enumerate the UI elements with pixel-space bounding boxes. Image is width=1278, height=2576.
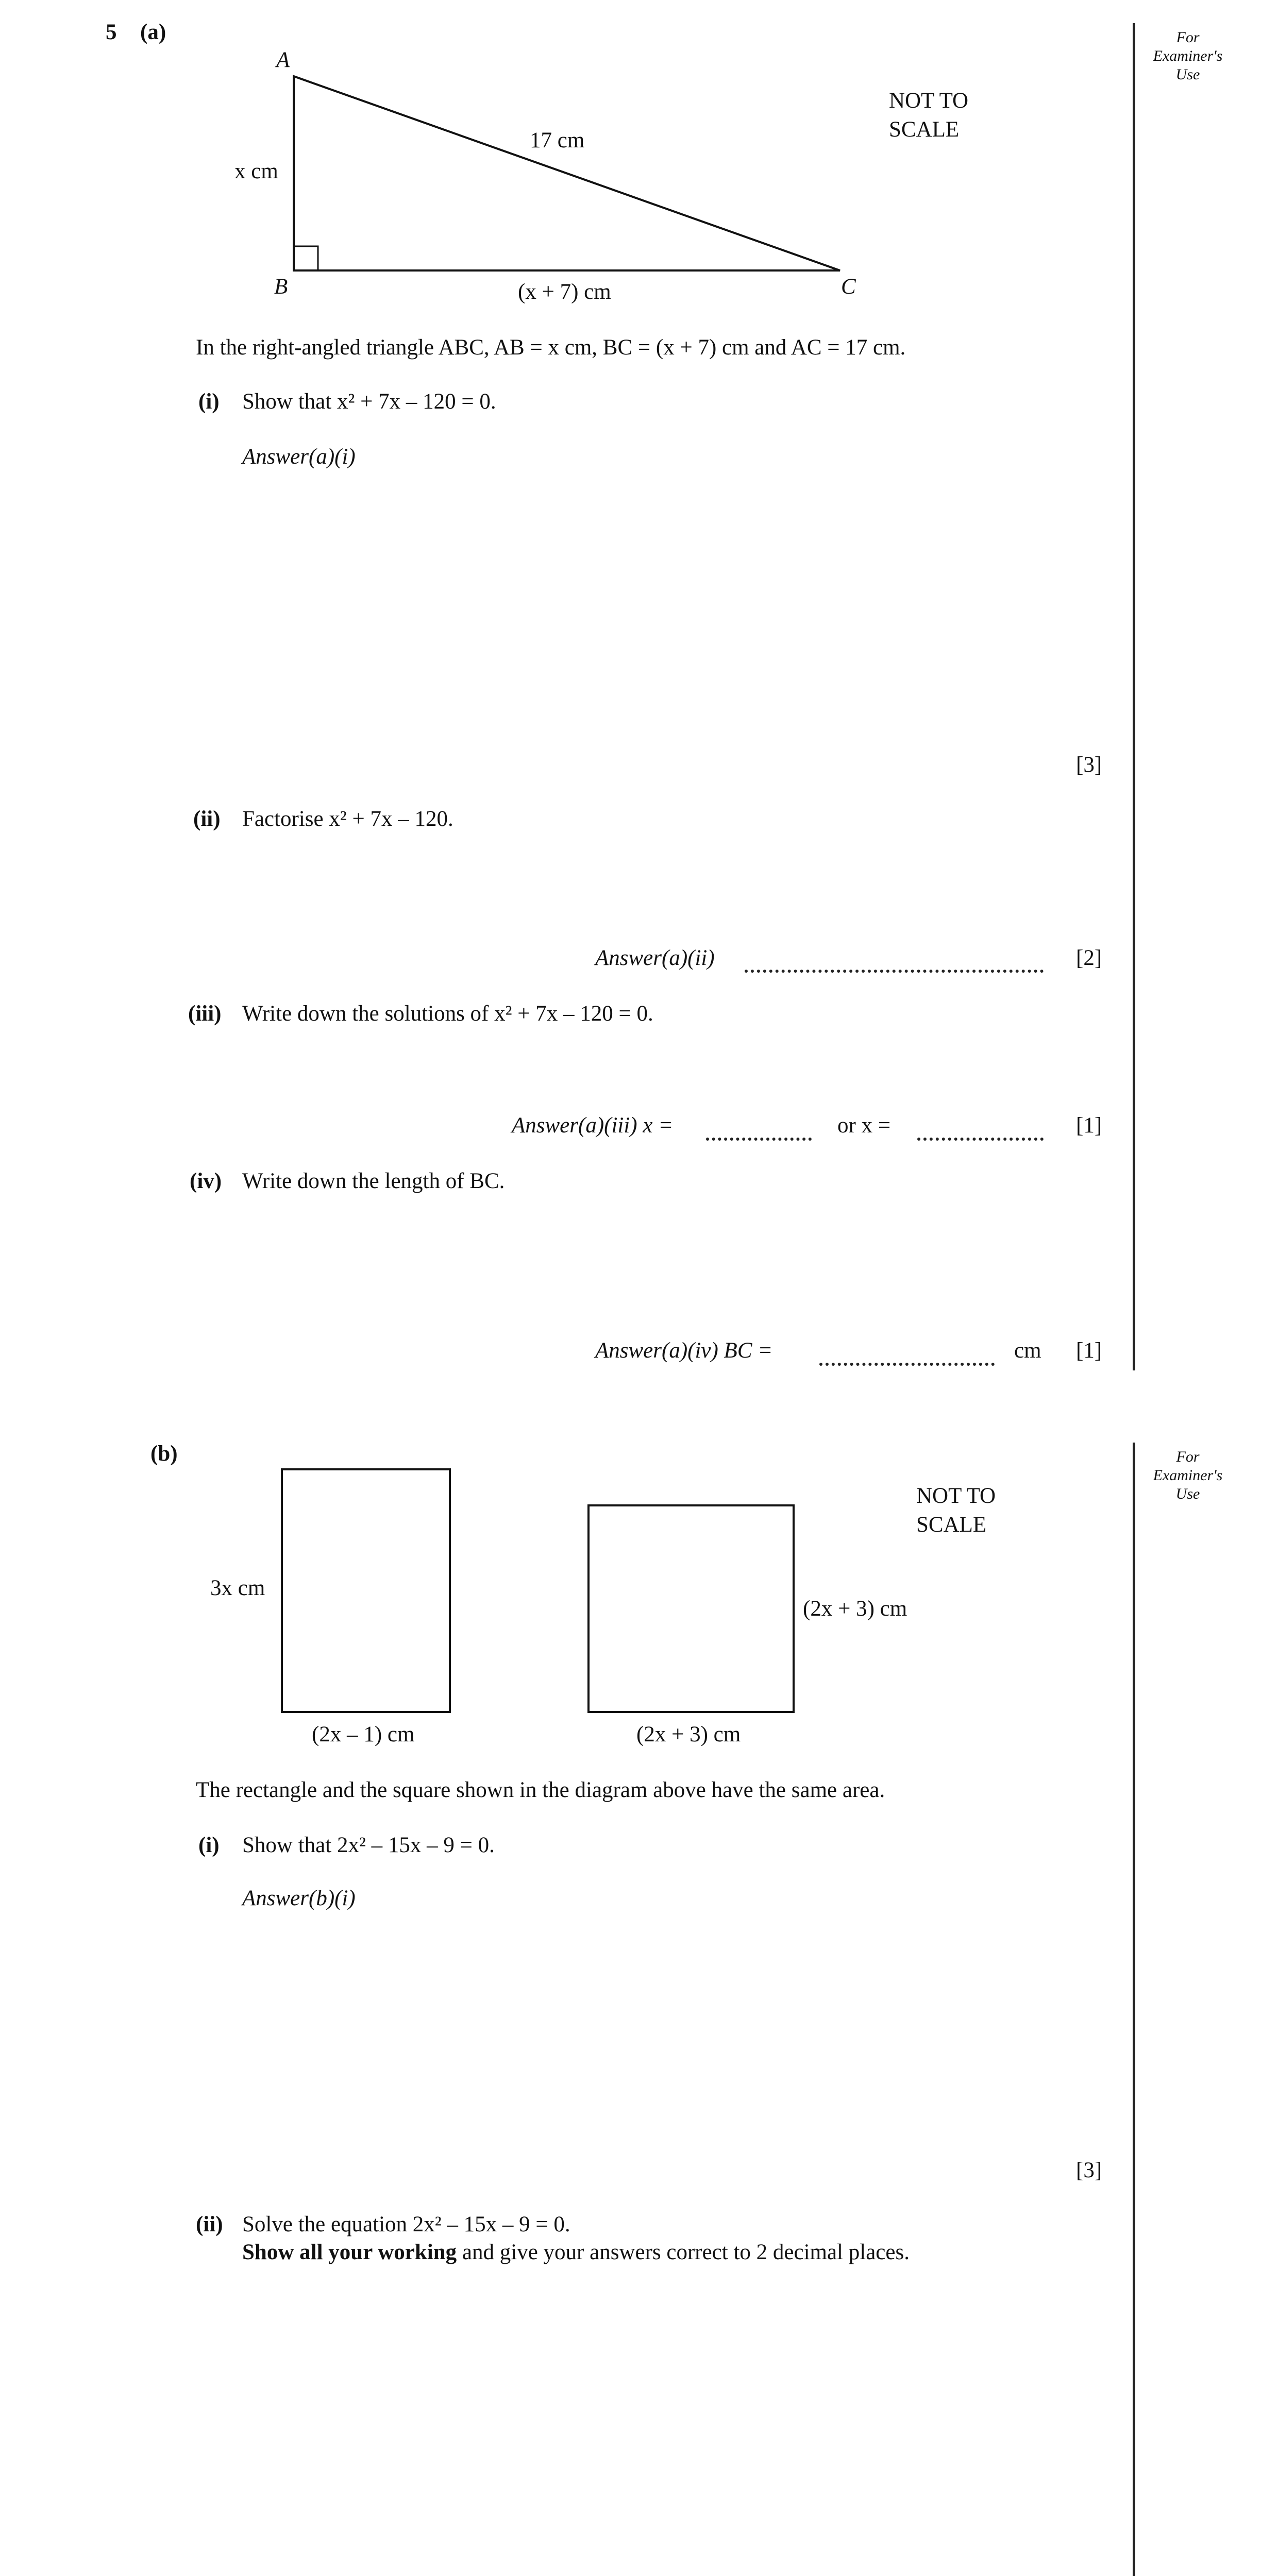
part-a-ii-answer-line[interactable] bbox=[745, 954, 1044, 973]
part-a-iii-answer-line-2[interactable] bbox=[917, 1122, 1044, 1141]
part-a-iv-number: (iv) bbox=[190, 1169, 222, 1193]
part-a-iii-answer-label: Answer(a)(iii) x = bbox=[512, 1113, 674, 1138]
part-a-i-answer-label: Answer(a)(i) bbox=[242, 445, 356, 469]
part-a-iv-unit: cm bbox=[1014, 1338, 1041, 1363]
part-b-ii-number: (ii) bbox=[196, 2212, 223, 2236]
part-a-i-marks: [3] bbox=[1076, 753, 1102, 777]
part-a-iii-number: (iii) bbox=[188, 1002, 222, 1026]
examiner-note-line: For bbox=[1176, 1448, 1200, 1465]
triangle-abc bbox=[294, 76, 840, 270]
part-a-iii-marks: [1] bbox=[1076, 1113, 1102, 1138]
part-a-i-number: (i) bbox=[198, 389, 220, 414]
part-a-label: (a) bbox=[140, 20, 166, 44]
part-a-iv-text: Write down the length of BC. bbox=[242, 1169, 505, 1193]
not-to-scale-line: SCALE bbox=[889, 117, 960, 142]
part-a-ii-answer-label: Answer(a)(ii) bbox=[595, 946, 715, 970]
part-b-intro: The rectangle and the square shown in the diagram above have the same area. bbox=[196, 1778, 885, 1802]
examiner-note-b bbox=[1136, 1448, 1239, 1503]
examiner-note-line: Examiner's bbox=[1153, 47, 1223, 64]
part-a-ii-text: Factorise x² + 7x – 120. bbox=[242, 807, 453, 831]
square-side-label: (2x + 3) cm bbox=[803, 1597, 907, 1621]
part-b-ii-instruction-rest: and give your answers correct to 2 decimal places. bbox=[457, 2240, 910, 2264]
question-number: 5 bbox=[106, 20, 117, 44]
part-a-intro: In the right-angled triangle ABC, AB = x cm, BC = (x + 7) cm and AC = 17 cm. bbox=[196, 335, 906, 360]
examiner-note-line: Use bbox=[1175, 1485, 1200, 1502]
square-bottom-label: (2x + 3) cm bbox=[636, 1722, 741, 1747]
part-a-ii-marks: [2] bbox=[1076, 946, 1102, 970]
part-a-iv-answer-label: Answer(a)(iv) BC = bbox=[595, 1338, 773, 1363]
part-a-iv-marks: [1] bbox=[1076, 1338, 1102, 1363]
vertex-label-b: B bbox=[274, 275, 288, 299]
not-to-scale-line: SCALE bbox=[916, 1513, 987, 1537]
part-b-i-number: (i) bbox=[198, 1833, 220, 1857]
part-a-iii-answer-line-1[interactable] bbox=[706, 1122, 812, 1141]
square-shape bbox=[587, 1504, 795, 1713]
side-label-bc: (x + 7) cm bbox=[518, 280, 611, 304]
part-a-iii-text: Write down the solutions of x² + 7x – 120 = 0. bbox=[242, 1002, 653, 1026]
rectangle-height-label: 3x cm bbox=[210, 1576, 265, 1600]
part-a-iii-or-label: or x = bbox=[837, 1113, 891, 1138]
side-label-ab: x cm bbox=[234, 159, 278, 183]
not-to-scale-b bbox=[916, 1482, 996, 1539]
vertex-label-a: A bbox=[276, 48, 290, 72]
part-b-i-marks: [3] bbox=[1076, 2158, 1102, 2182]
examiner-note-line: Examiner's bbox=[1153, 1467, 1223, 1484]
part-b-i-answer-label: Answer(b)(i) bbox=[242, 1886, 356, 1910]
not-to-scale-line: NOT TO bbox=[916, 1484, 996, 1508]
not-to-scale-a bbox=[889, 87, 968, 144]
part-b-ii-instruction bbox=[242, 2240, 910, 2265]
triangle-diagram bbox=[0, 0, 1134, 319]
examiner-note-line: For bbox=[1176, 29, 1200, 46]
part-b-ii-text: Solve the equation 2x² – 15x – 9 = 0. bbox=[242, 2212, 570, 2236]
part-b-ii-instruction-bold: Show all your working bbox=[242, 2240, 457, 2264]
not-to-scale-line: NOT TO bbox=[889, 89, 969, 113]
rectangle-width-label: (2x – 1) cm bbox=[312, 1722, 415, 1747]
rectangle-shape bbox=[281, 1468, 451, 1713]
part-a-iv-answer-line[interactable] bbox=[819, 1347, 995, 1366]
side-label-ac: 17 cm bbox=[530, 128, 585, 152]
part-b-label: (b) bbox=[150, 1442, 178, 1466]
part-b-i-text: Show that 2x² – 15x – 9 = 0. bbox=[242, 1833, 495, 1857]
vertex-label-c: C bbox=[841, 275, 856, 299]
part-a-i-text: Show that x² + 7x – 120 = 0. bbox=[242, 389, 496, 414]
examiner-margin-rule-b bbox=[1133, 1443, 1135, 2576]
examiner-note-a bbox=[1136, 28, 1239, 84]
examiner-note-line: Use bbox=[1175, 66, 1200, 83]
part-a-ii-number: (ii) bbox=[193, 807, 221, 831]
right-angle-marker bbox=[294, 246, 318, 270]
